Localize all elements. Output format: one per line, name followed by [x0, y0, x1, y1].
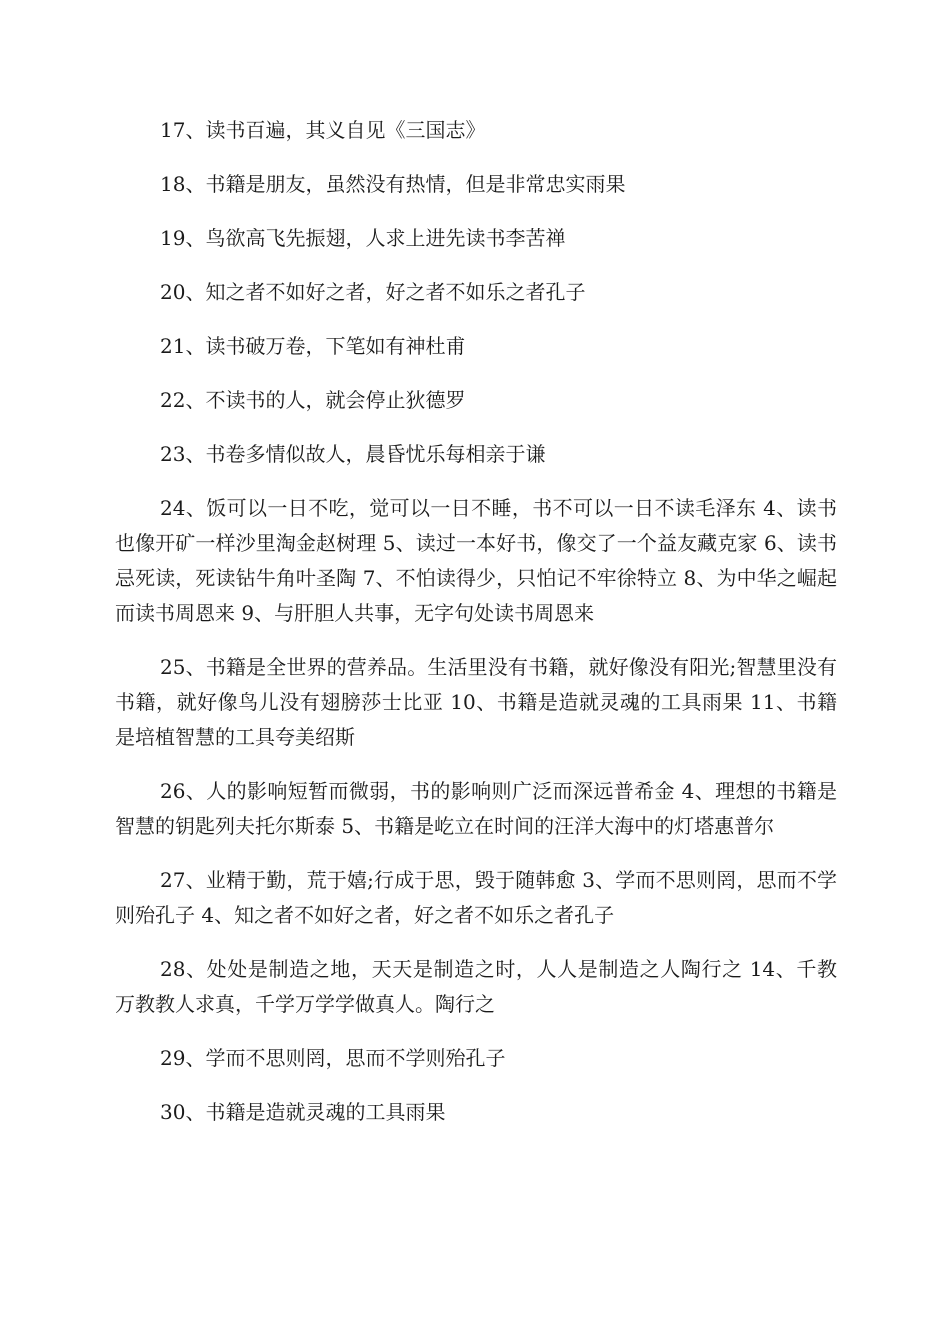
quote-paragraph-25: 25、书籍是全世界的营养品。生活里没有书籍，就好像没有阳光;智慧里没有书籍，就好像鸟儿没有翅膀莎士比亚 10、书籍是造就灵魂的工具雨果 11、书籍是培植智慧的工具夸美绍斯: [115, 655, 837, 749]
quote-paragraph-23: 23、书卷多情似故人，晨昏忧乐每相亲于谦: [160, 442, 546, 466]
quote-paragraph-17: 17、读书百遍，其义自见《三国志》: [160, 118, 486, 142]
quote-paragraph-29: 29、学而不思则罔，思而不学则殆孔子: [160, 1046, 506, 1070]
quote-paragraph-27: 27、业精于勤，荒于嬉;行成于思，毁于随韩愈 3、学而不思则罔，思而不学则殆孔子 4、知之者不如好之者，好之者不如乐之者孔子: [115, 868, 837, 927]
quote-paragraph-22: 22、不读书的人，就会停止狄德罗: [160, 388, 466, 412]
quote-paragraph-30: 30、书籍是造就灵魂的工具雨果: [160, 1100, 446, 1124]
quote-paragraph-28: 28、处处是制造之地，天天是制造之时，人人是制造之人陶行之 14、千教万教教人求真，千学万学学做真人。陶行之: [115, 957, 837, 1016]
quote-paragraph-21: 21、读书破万卷，下笔如有神杜甫: [160, 334, 466, 358]
quote-paragraph-18: 18、书籍是朋友，虽然没有热情，但是非常忠实雨果: [160, 172, 626, 196]
document-page: [115, 113, 837, 1149]
quote-paragraph-19: 19、鸟欲高飞先振翅，人求上进先读书李苦禅: [160, 226, 566, 250]
quote-paragraph-26: 26、人的影响短暂而微弱，书的影响则广泛而深远普希金 4、理想的书籍是智慧的钥匙列夫托尔斯泰 5、书籍是屹立在时间的汪洋大海中的灯塔惠普尔: [115, 779, 837, 838]
quote-paragraph-20: 20、知之者不如好之者，好之者不如乐之者孔子: [160, 280, 586, 304]
quote-paragraph-24: 24、饭可以一日不吃，觉可以一日不睡，书不可以一日不读毛泽东 4、读书也像开矿一样沙里淘金赵树理 5、读过一本好书，像交了一个益友藏克家 6、读书忌死读，死读钻牛角叶圣陶 7、不怕读得少，只怕记不牢徐特立 8、为中华之崛起而读书周恩来 9、与肝胆人共事，无字句处读书周恩来: [115, 496, 837, 625]
